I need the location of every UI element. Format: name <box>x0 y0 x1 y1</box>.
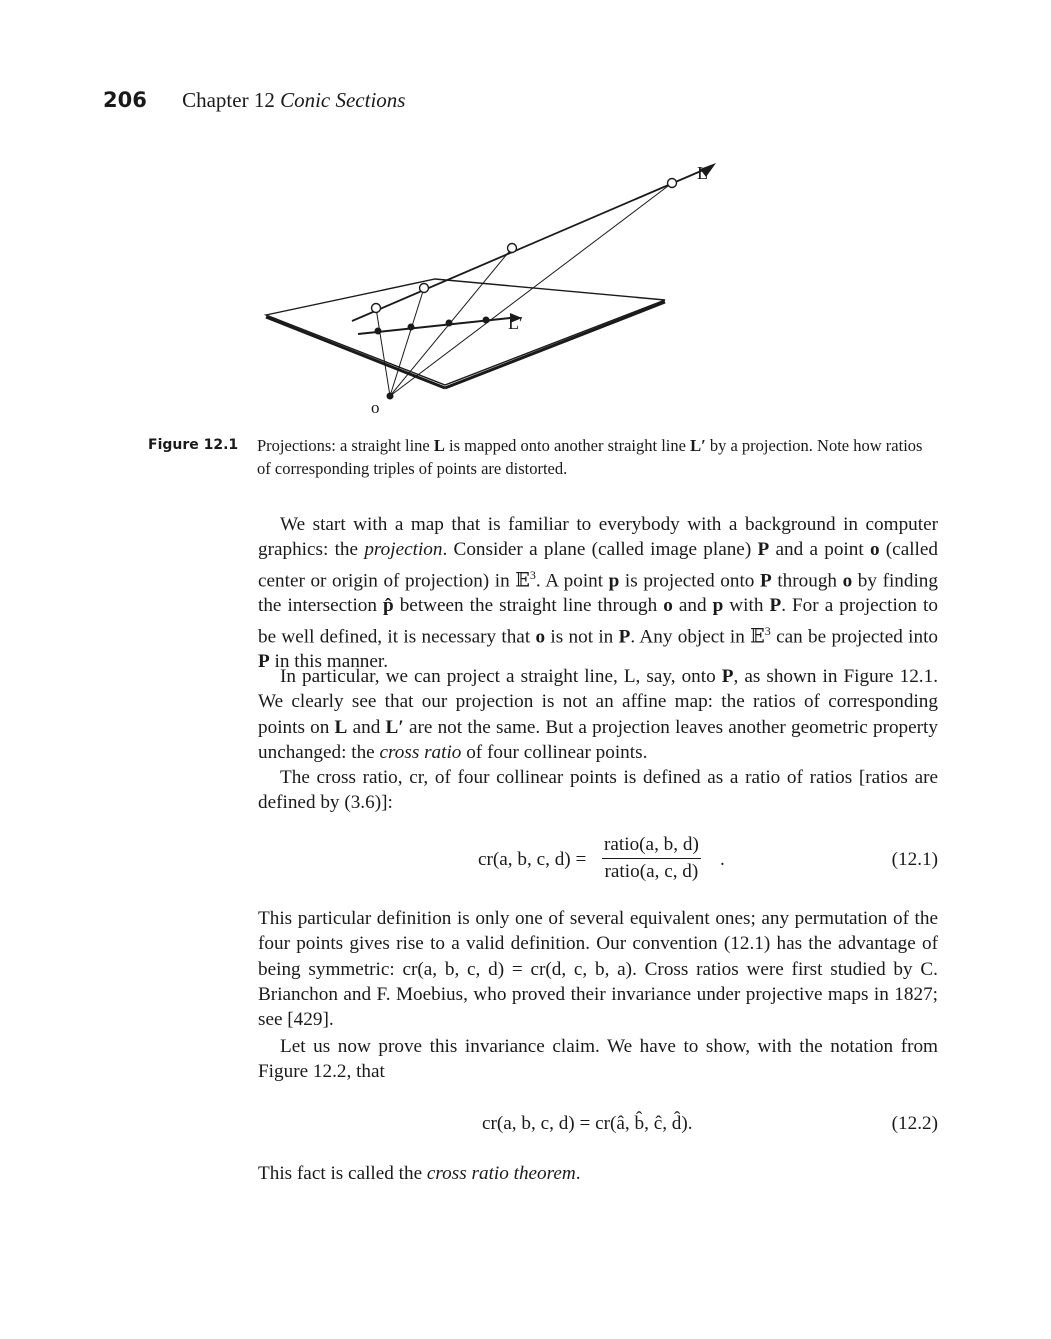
point-on-L-4 <box>668 179 677 188</box>
paragraph-2: In particular, we can project a straight line, L, say, onto P, as shown in Figure 12.1. We clearly see that our projection is not an affine map: the ratios of corresponding points on L and L′ are not the same. But a projection leaves another geometric property unchanged: the cross ratio of four collinear points. <box>258 666 938 763</box>
paragraph-3: The cross ratio, cr, of four collinear points is defined as a ratio of ratios [ratios are defined by (3.6)]: <box>258 767 938 814</box>
page-number: 206 <box>103 88 147 112</box>
chapter-title: Conic Sections <box>280 88 406 112</box>
paragraph-6: This fact is called the cross ratio theorem. <box>258 1163 581 1184</box>
equation-expression: cr(a, b, c, d) = cr(â, b̂, ĉ, d̂). <box>482 1113 693 1134</box>
equation-number: (12.1) <box>891 849 938 870</box>
image-point-1 <box>375 328 382 335</box>
equation-period: . <box>720 849 725 870</box>
chapter-label: Chapter 12 <box>182 88 275 112</box>
label-L-prime: L′ <box>508 313 523 333</box>
caption-text: Projections: a straight line L is mapped onto another straight line L′ by a projection. Note how ratios of corresponding triples of points are distorted. <box>257 436 923 478</box>
label-o: o <box>371 398 380 417</box>
numerator: ratio(a, b, d) <box>602 834 701 859</box>
image-point-2 <box>408 324 415 331</box>
page-header <box>103 88 405 113</box>
point-on-L-3 <box>508 244 517 253</box>
paragraph-5: Let us now prove this invariance claim. We have to show, with the notation from Figure 12.2, that <box>258 1036 938 1083</box>
image-plane <box>266 279 665 385</box>
origin-point <box>387 393 394 400</box>
projection-figure <box>240 150 740 420</box>
image-point-3 <box>446 320 453 327</box>
image-point-4 <box>483 317 490 324</box>
paragraph-1: We start with a map that is familiar to everybody with a background in computer graphics: the projection. Consider a plane (called image plane) P and a point o (called center or origin of projection) in 𝔼$^3$. A point p is projected onto P through o by finding the intersection p̂ between the straight line through o and p with P. For a projection to be well defined, it is necessary that o is not in P. Any object in 𝔼$^3$ can be projected into P in this manner. <box>258 514 938 673</box>
label-L: L <box>697 163 708 183</box>
figure-caption <box>148 434 948 480</box>
denominator: ratio(a, c, d) <box>604 861 699 882</box>
point-on-L-1 <box>372 304 381 313</box>
equation-number: (12.2) <box>891 1113 938 1134</box>
caption-label: Figure 12.1 <box>148 437 239 453</box>
point-on-L-2 <box>420 284 429 293</box>
paragraph-4: This particular definition is only one of several equivalent ones; any permutation of the four points gives rise to a valid definition. Our convention (12.1) has the advantage of being symmetric: cr(a, b, c, d) = cr(d, c, b, a). Cross ratios were first studied by C. Brianchon and F. Moebius, who proved their invariance under projective maps in 1827; see [429]. <box>258 908 938 1031</box>
equation-fraction <box>602 834 701 883</box>
equation-lhs: cr(a, b, c, d) = <box>478 849 587 870</box>
